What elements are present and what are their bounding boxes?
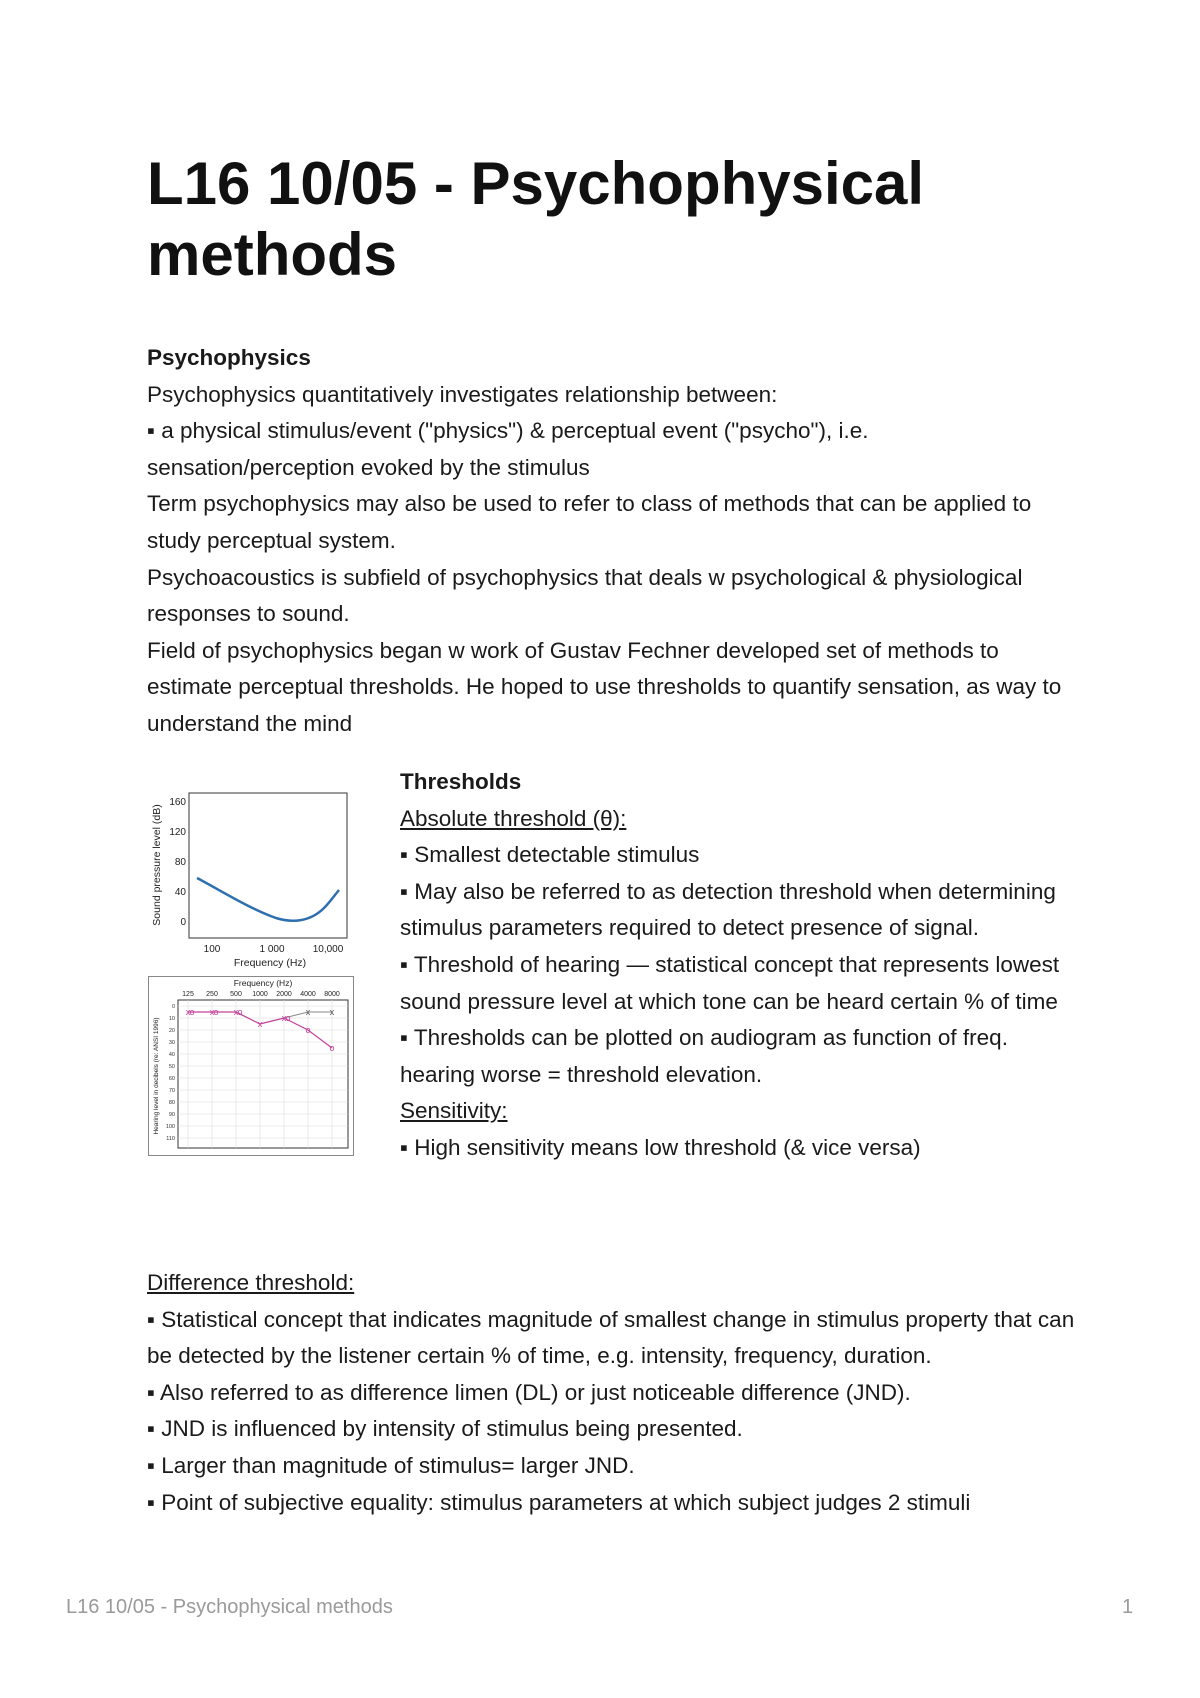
hl-tick: 100: [165, 1124, 175, 1130]
x-marker: x: [305, 1007, 311, 1017]
o-marker: o: [213, 1007, 219, 1017]
freq-label: 1000: [252, 991, 268, 998]
psychophysics-line: Field of psychophysics began w work of Gustav Fechner developed set of methods to estimate perceptual thresholds. He hoped to use thresholds to quantify sensation, as way to understand the mind: [147, 637, 1062, 736]
thresholds-section: [400, 764, 1080, 1167]
absolute-threshold-item: ▪ Threshold of hearing — statistical concept that represents lowest sound pressure level at which tone can be heard certain % of time: [400, 951, 1060, 1014]
x-marker: x: [281, 1013, 287, 1023]
absolute-threshold-item: ▪ Thresholds can be plotted on audiogram as function of freq. hearing worse = threshold elevation.: [400, 1025, 1008, 1087]
freq-label: 500: [230, 991, 242, 998]
psychophysics-section: [147, 340, 1077, 743]
hl-tick: 80: [168, 1100, 175, 1106]
hl-tick: 0: [171, 1004, 175, 1010]
y-tick-label: 40: [174, 887, 186, 898]
audiogram-figure: [148, 976, 354, 1156]
difference-threshold-item: ▪ Point of subjective equality: stimulus parameters at which subject judges 2 stimuli: [147, 1489, 971, 1515]
page-number: 1: [1122, 1596, 1134, 1618]
difference-threshold-item: ▪ JND is influenced by intensity of stimulus being presented.: [147, 1416, 743, 1442]
y-tick-label: 0: [180, 917, 186, 928]
hl-tick: 50: [168, 1064, 175, 1070]
freq-label: 8000: [324, 991, 340, 998]
difference-threshold-label: Difference threshold:: [147, 1270, 355, 1295]
y-tick-label: 160: [169, 797, 186, 808]
psychophysics-line: Psychophysics quantitatively investigates relationship between:: [147, 381, 778, 407]
hl-tick: 70: [168, 1088, 175, 1094]
o-marker: o: [237, 1007, 243, 1017]
y-axis-label: Sound pressure level (dB): [151, 804, 163, 926]
footer-title: L16 10/05 - Psychophysical methods: [66, 1596, 393, 1618]
hl-tick: 90: [168, 1112, 175, 1118]
absolute-threshold-item: ▪ May also be referred to as detection threshold when determining stimulus parameters required to detect presence of signal.: [400, 878, 1056, 941]
x-marker: x: [185, 1007, 191, 1017]
freq-label: 250: [206, 991, 218, 998]
y-tick-label: 120: [169, 827, 186, 838]
hl-tick: 60: [168, 1076, 175, 1082]
x-marker: x: [233, 1007, 239, 1017]
x-axis-label: Frequency (Hz): [233, 957, 307, 969]
hl-tick: 30: [168, 1040, 175, 1046]
hl-tick: 20: [168, 1028, 175, 1034]
audiogram-title: Frequency (Hz): [233, 978, 293, 988]
thresholds-heading: Thresholds: [400, 769, 522, 794]
o-marker: o: [329, 1043, 335, 1053]
page-title: L16 10/05 - Psychophysical methods: [147, 150, 925, 289]
hl-tick: 10: [168, 1016, 175, 1022]
psychophysics-line: Term psychophysics may also be used to refer to class of methods that can be applied to study perceptual system.: [147, 491, 1032, 553]
x-marker: x: [257, 1019, 263, 1029]
difference-threshold-item: ▪ Larger than magnitude of stimulus= larger JND.: [147, 1452, 635, 1478]
difference-threshold-item: ▪ Also referred to as difference limen (DL) or just noticeable difference (JND).: [147, 1379, 911, 1405]
psychophysics-line: Psychoacoustics is subfield of psychophysics that deals w psychological & physiological responses to sound.: [147, 564, 1023, 627]
audiogram-ylabel: Hearing level in decibels (re: ANSI 1996): [153, 1017, 160, 1135]
absolute-threshold-label: Absolute threshold (θ):: [400, 805, 627, 831]
x-marker: x: [209, 1007, 215, 1017]
x-tick-label: 1 000: [259, 944, 285, 955]
psychophysics-heading: Psychophysics: [147, 345, 311, 370]
psychophysics-line: ▪ a physical stimulus/event ("physics") & perceptual event ("psycho"), i.e. sensation/perception evoked by the stimulus: [147, 418, 869, 480]
x-marker: x: [329, 1007, 335, 1017]
hl-tick: 110: [166, 1136, 175, 1142]
freq-label: 2000: [276, 991, 292, 998]
x-tick-label: 10,000: [312, 944, 344, 955]
hl-tick: 40: [168, 1052, 175, 1058]
difference-threshold-item: ▪ Statistical concept that indicates magnitude of smallest change in stimulus property that can be detected by the listener certain % of time, e.g. intensity, frequency, duration.: [147, 1306, 1075, 1369]
difference-threshold-section: [147, 1265, 1077, 1521]
absolute-threshold-item: ▪ Smallest detectable stimulus: [400, 842, 700, 868]
freq-label: 4000: [300, 991, 316, 998]
o-marker: o: [285, 1013, 291, 1023]
y-tick-label: 80: [174, 857, 186, 868]
sensitivity-label: Sensitivity:: [400, 1098, 508, 1124]
freq-label: 125: [182, 991, 194, 998]
x-tick-label: 100: [203, 944, 221, 955]
sensitivity-item: ▪ High sensitivity means low threshold (& vice versa): [400, 1134, 921, 1160]
hearing-threshold-figure: [148, 790, 354, 972]
plot-frame: [189, 793, 347, 938]
o-marker: o: [189, 1007, 195, 1017]
o-marker: o: [305, 1025, 311, 1035]
